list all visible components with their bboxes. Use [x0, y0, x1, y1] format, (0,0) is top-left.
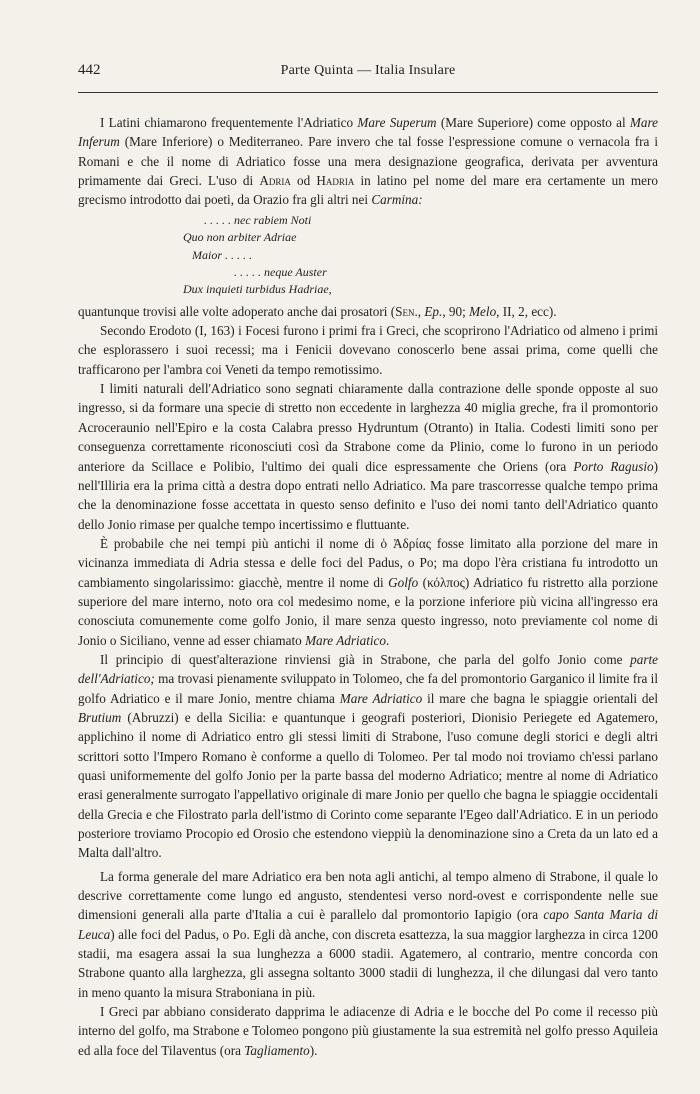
poem-line: Dux inquieti turbidus Hadriae,: [78, 282, 332, 297]
running-title: Parte Quinta — Italia Insulare: [280, 63, 456, 78]
paragraph-7: I Greci par abbiano considerato dapprima le adiacenze di Adria e le bocche del Po come il recesso più interno del golfo, ma Strabone e Tolomeo pongono più giustamente la sua estremità nel golfo presso Aquileia ed alla foce del Tilaventus (ora Tagliamento).: [78, 1004, 658, 1058]
horace-quotation: [78, 212, 658, 299]
paragraph-5: Il principio di quest'alterazione rinviensi già in Strabone, che parla del golfo Jonio come parte dell'Adriatico; ma trovasi pienamente sviluppato in Tolomeo, che fa del promontorio Garganico il limite fra il golfo Adriatico e il mare Jonio, mentre chiama Mare Adriatico il mare che bagna le spiaggie orientali del Brutium (Abruzzi) e della Sicilia: e quantunque i geografi posteriori, Dionisio Periegete ed Agatemero, applichino il nome di Adriatico entro gli stessi limiti di Strabone, l'uso comune degli storici e degli altri scrittori sotto l'Impero Romano è conforme a quello di Tolomeo. Per tal modo noi troviamo ch'essi parlano quasi uniformemente del golfo Jonio per la parte bassa del moderno Adriatico; mentre al nome di Adriatico erasi generalmente surrogato l'appellativo originale di mare Jonio per quello che bagna le spiaggie occidentali della Grecia e che Filostrato parla dell'istmo di Corinto come separante l'Egeo dall'Adriatico. E in un periodo posteriore troviamo Procopio ed Orosio che estendono vieppiù la denominazione sino a Creta da un lato ed a Malta dall'altro.: [78, 651, 658, 861]
paragraph-4: È probabile che nei tempi più antichi il nome di ὁ Ἀδρίας fosse limitato alla porzione del mare in vicinanza immediata di Adria stessa e delle foci del Padus, o Po; ma dopo l'èra cristiana fu introdotto un cambiamento singolarissimo: giacchè, mentre il nome di Golfo (κόλπος) Adriatico fu ristretto alla porzione superiore del mare interno, noto ora col medesimo nome, e la porzione inferiore più vicina all'ingresso era conosciuta comunemente come golfo Jonio, il mare senza questo ingresso, noto previamente col nome di Jonio o Siciliano, venne ad esser chiamato Mare Adriatico.: [78, 535, 658, 648]
paragraph-3: I limiti naturali dell'Adriatico sono segnati chiaramente dalla contrazione delle sponde opposte al suo ingresso, si da formare una specie di stretto non eccedente in larghezza 40 miglia greche, fra il promontorio Acroceraunio nell'Epiro e la costa Calabra presso Hydruntum (Otranto) in Italia. Codesti limiti sono per conseguenza correttamente riconosciuti così da Strabone come da Plinio, come lo furono in un periodo anteriore da Scillace e Polibio, l'ultimo dei quali dice espressamente che Oriens (ora Porto Ragusio) nell'Illiria era la prima città a destra dopo entrati nello Adriatico. Ma pare trascorresse qualche tempo prima che la denominazione fosse accettata in questo senso definito e l'uso dei nomi tanto dell'Adriatico quanto dello Jonio rimase per qualche tempo incertissimo e fluttuante.: [78, 381, 659, 532]
poem-line: Quo non arbiter Adriae: [78, 230, 297, 245]
poem-line: . . . . . nec rabiem Noti: [78, 212, 312, 227]
paragraph-6: La forma generale del mare Adriatico era ben nota agli antichi, al tempo almeno di Strabone, il quale lo descrive correttamente come lungo ed angusto, stendentesi verso nord-ovest e corrispondente nelle sue dimensioni generali alla parte d'Italia a cui è parallelo dal promontorio Iapigio (ora capo Santa Maria di Leuca) alle foci del Padus, o Po. Egli dà anche, con discreta esattezza, la sua maggior larghezza in circa 1200 stadii, ma esagera assai la sua lunghezza a 6000 stadii. Agatemero, al contrario, mentre concorda con Strabone quanto alla larghezza, gli assegna soltanto 3000 stadii di lunghezza, il che dilungasi dal vero tanto in meno quanto la misura Straboniana in più.: [78, 868, 658, 1000]
page-number: 442: [78, 62, 101, 78]
poem-line: Maior . . . . .: [78, 247, 252, 262]
paragraph-1: I Latini chiamarono frequentemente l'Adriatico Mare Superum (Mare Superiore) come opposto al Mare Inferum (Mare Inferiore) o Mediterraneo. Pare invero che tal fosse l'espressione comune o vernacola fra i Romani e che il nome di Adriatico fosse una mera designazione geografica, derivata per avventura primamente dai Greci. L'uso di Adria od Hadria in latino pel nome del mare era certamente un mero grecismo introdotto dai poeti, da Orazio fra gli altri nei Carmina:: [78, 115, 659, 208]
paragraph-1-continued: quantunque trovisi alle volte adoperato anche dai prosatori (Sen., Ep., 90; Melo, II, 2, ecc).: [78, 303, 557, 319]
header-rule: [78, 92, 658, 93]
running-header: [78, 62, 658, 86]
body-text: [78, 113, 658, 1060]
paragraph-2: Secondo Erodoto (I, 163) i Focesi furono i primi fra i Greci, che scoprirono l'Adriatico od almeno i primi che esplorassero i suoi recessi; ma i Fenicii dovevano conoscerlo bene assai prima, come quelli che trafficarono per l'ambra coi Veneti da tempo remotissimo.: [78, 323, 658, 377]
poem-line: . . . . . neque Auster: [78, 264, 327, 279]
